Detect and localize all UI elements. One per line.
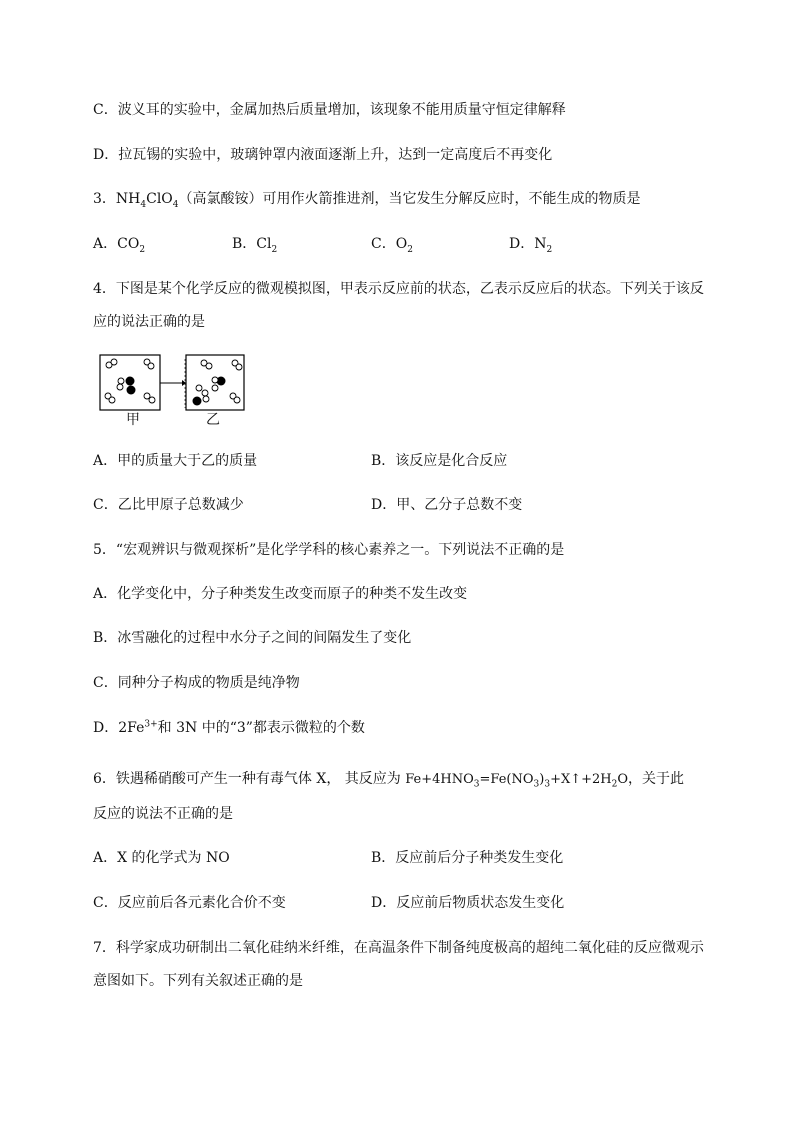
q3-option-d: D．$N_2$ xyxy=(509,236,553,255)
black-molecule-before xyxy=(126,377,136,395)
q4-stem-line1: 4．下图是某个化学反应的微观模拟图，甲表示反应前的状态，乙表示反应后的状态。下列关于该反 xyxy=(93,281,704,297)
q6-option-a: A．X 的化学式为 NO xyxy=(93,850,230,866)
q2-option-d: D．拉瓦锡的实验中，玻璃钟罩内液面逐渐上升，达到一定高度后不再变化 xyxy=(93,147,553,163)
q7-stem-line1: 7．科学家成功研制出二氧化硅纳米纤维，在高温条件下制备纯度极高的超纯二氧化硅的反应微观示 xyxy=(93,940,704,956)
q6-option-c: C．反应前后各元素化合价不变 xyxy=(93,895,286,911)
q5-option-d: D．$2Fe^{3+}$和 3N 中的“3”都表示微粒的个数 xyxy=(93,719,365,736)
q6-option-d: D．反应前后物质状态发生变化 xyxy=(371,895,565,911)
q3-option-a: A．$CO_2$ xyxy=(93,236,146,255)
q4-option-a: A．甲的质量大于乙的质量 xyxy=(93,453,258,469)
q3-stem: 3．$NH_4ClO_4$（高氯酸铵）可用作火箭推进剂，当它发生分解反应时，不能生成的物质是 xyxy=(93,191,641,210)
q5-option-a: A．化学变化中，分子种类发生改变而原子的种类不发生改变 xyxy=(93,586,468,602)
reaction-diagram xyxy=(96,353,256,425)
q6-stem-line2: 反应的说法不正确的是 xyxy=(93,806,233,822)
q6-stem-line1: 6．铁遇稀硝酸可产生一种有毒气体 X， 其反应为 $Fe+4HNO_3=Fe(NO_3)_3+X↑+2H_2O$，关于此 xyxy=(93,771,685,790)
q5-stem: 5．“宏观辨识与微观探析”是化学学科的核心素养之一。下列说法不正确的是 xyxy=(93,542,565,558)
q6-option-b: B．反应前后分子种类发生变化 xyxy=(371,850,564,866)
q4-stem-line2: 应的说法正确的是 xyxy=(93,314,205,330)
q7-stem-line2: 意图如下。下列有关叙述正确的是 xyxy=(93,973,303,989)
reaction-equation: $Fe+4HNO_3=Fe(NO_3)_3+X↑+2H_2O$ xyxy=(405,772,629,790)
q3-option-b: B．$Cl_2$ xyxy=(232,236,278,255)
q2-option-c: C．波义耳的实验中，金属加热后质量增加，该现象不能用质量守恒定律解释 xyxy=(93,102,566,118)
label-yi: 乙 xyxy=(206,412,220,428)
q4-option-c: C．乙比甲原子总数减少 xyxy=(93,497,244,513)
q5-option-b: B．冰雪融化的过程中水分子之间的间隔发生了变化 xyxy=(93,630,412,646)
q4-option-b: B．该反应是化合反应 xyxy=(371,453,508,469)
q5-option-c: C．同种分子构成的物质是纯净物 xyxy=(93,675,300,691)
q3-option-c: C．$O_2$ xyxy=(371,236,413,255)
q4-option-d: D．甲、乙分子总数不变 xyxy=(371,497,523,513)
label-jia: 甲 xyxy=(126,412,140,428)
